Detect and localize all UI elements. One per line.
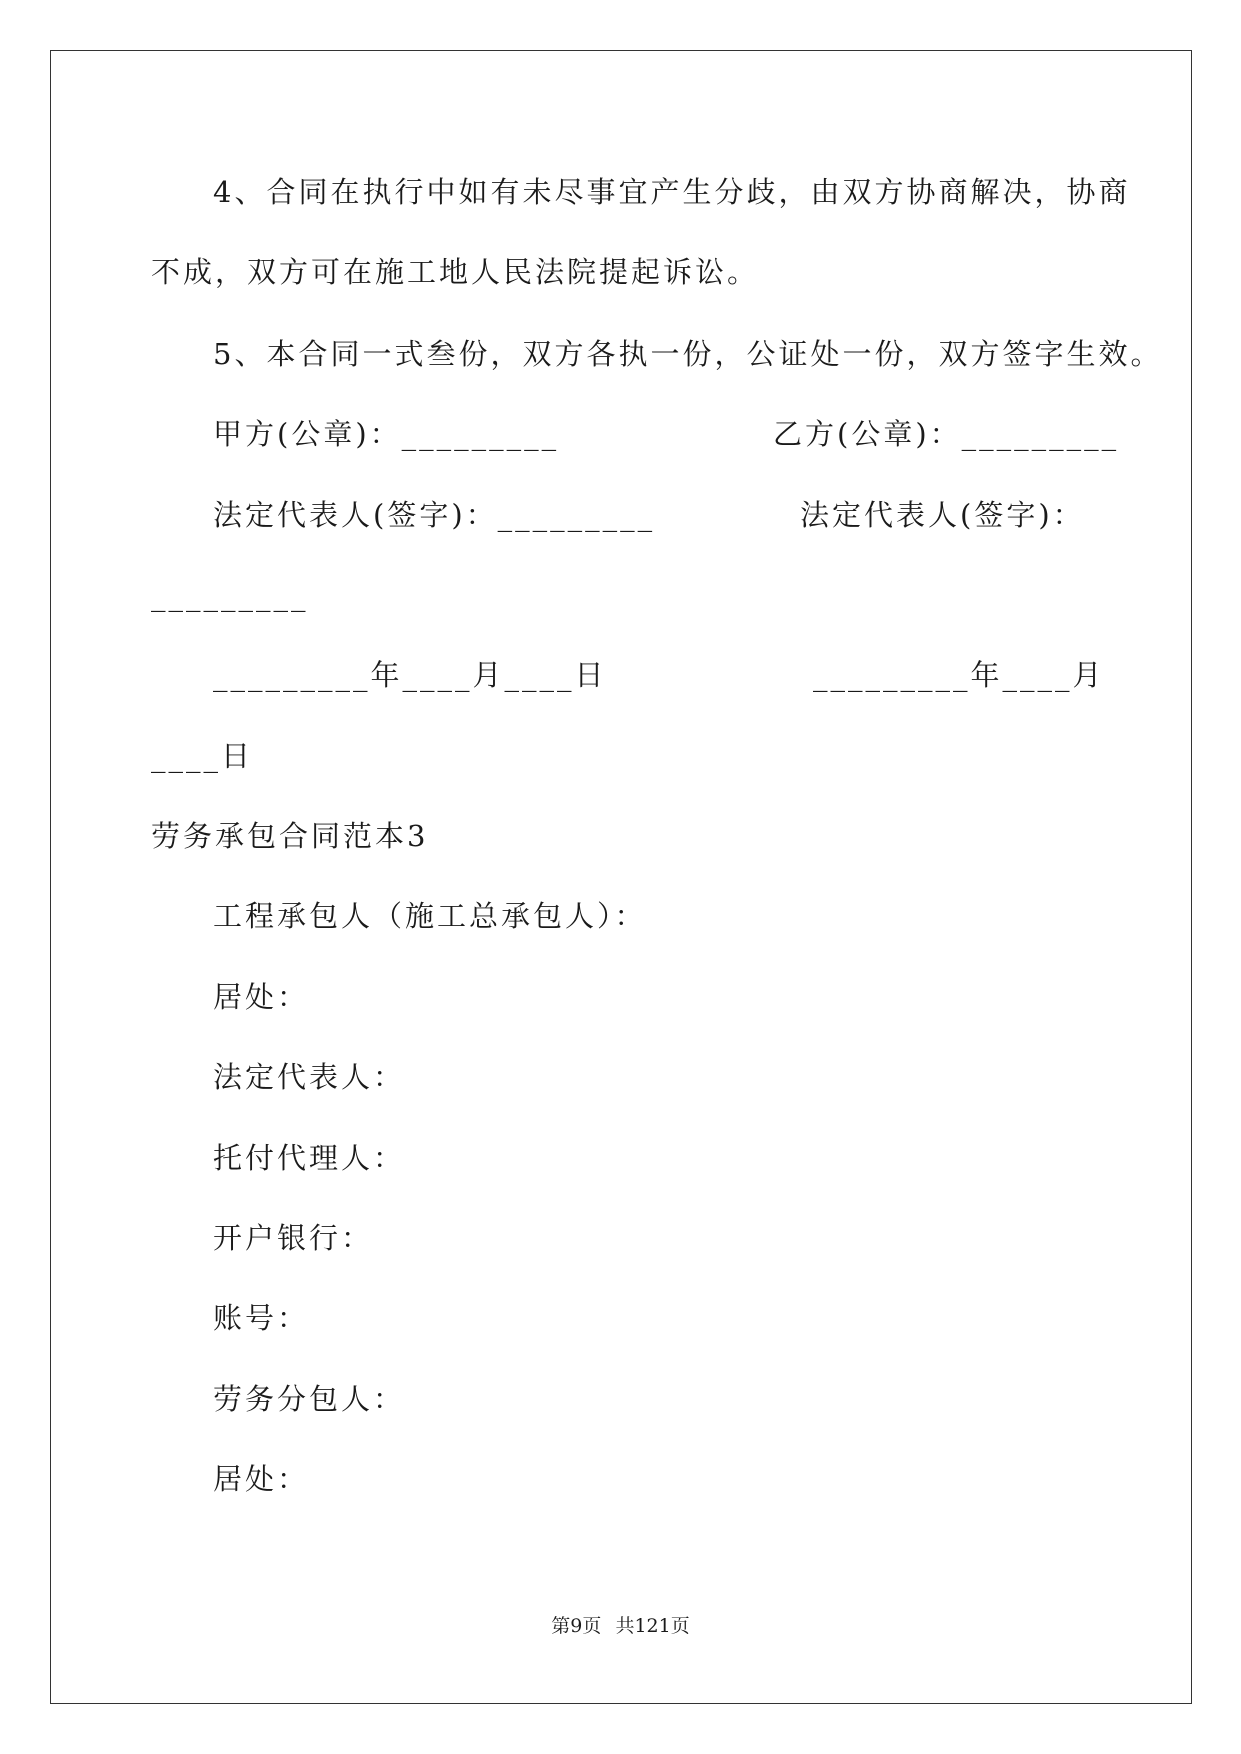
field-bank: 开户银行： — [213, 1221, 374, 1255]
field-subcontractor-address: 居处： — [213, 1462, 310, 1496]
field-contractor: 工程承包人（施工总承包人）： — [213, 899, 647, 933]
field-account-number: 账号： — [213, 1301, 310, 1335]
field-labor-subcontractor: 劳务分包人： — [213, 1382, 406, 1416]
section-title: 劳务承包合同范本3 — [151, 819, 429, 853]
clause-4-line-2: 不成，双方可在施工地人民法院提起诉讼。 — [151, 255, 760, 289]
page-total: 共121页 — [615, 1615, 690, 1637]
party-b-representative-blank: _________ — [151, 578, 309, 612]
party-a-seal: 甲方(公章)：_________ — [213, 417, 560, 451]
party-b-date: _________年____月 — [813, 658, 1105, 692]
party-b-representative: 法定代表人(签字)： — [800, 498, 1085, 532]
page-footer — [0, 1614, 1241, 1638]
field-authorized-agent: 托付代理人： — [213, 1141, 406, 1175]
field-contractor-address: 居处： — [213, 980, 310, 1014]
party-a-date: _________年____月____日 — [213, 658, 607, 692]
page-number: 第9页 — [551, 1615, 602, 1637]
clause-4-line-1: 4、合同在执行中如有未尽事宜产生分歧，由双方协商解决，协商 — [213, 175, 1131, 209]
party-a-representative: 法定代表人(签字)：_________ — [213, 498, 656, 532]
clause-5: 5、本合同一式叁份，双方各执一份，公证处一份，双方签字生效。 — [213, 337, 1163, 371]
page-border — [50, 50, 1192, 1704]
party-b-seal: 乙方(公章)：_________ — [773, 417, 1120, 451]
party-b-date-day: ____日 — [151, 739, 254, 773]
field-legal-representative: 法定代表人： — [213, 1060, 406, 1094]
